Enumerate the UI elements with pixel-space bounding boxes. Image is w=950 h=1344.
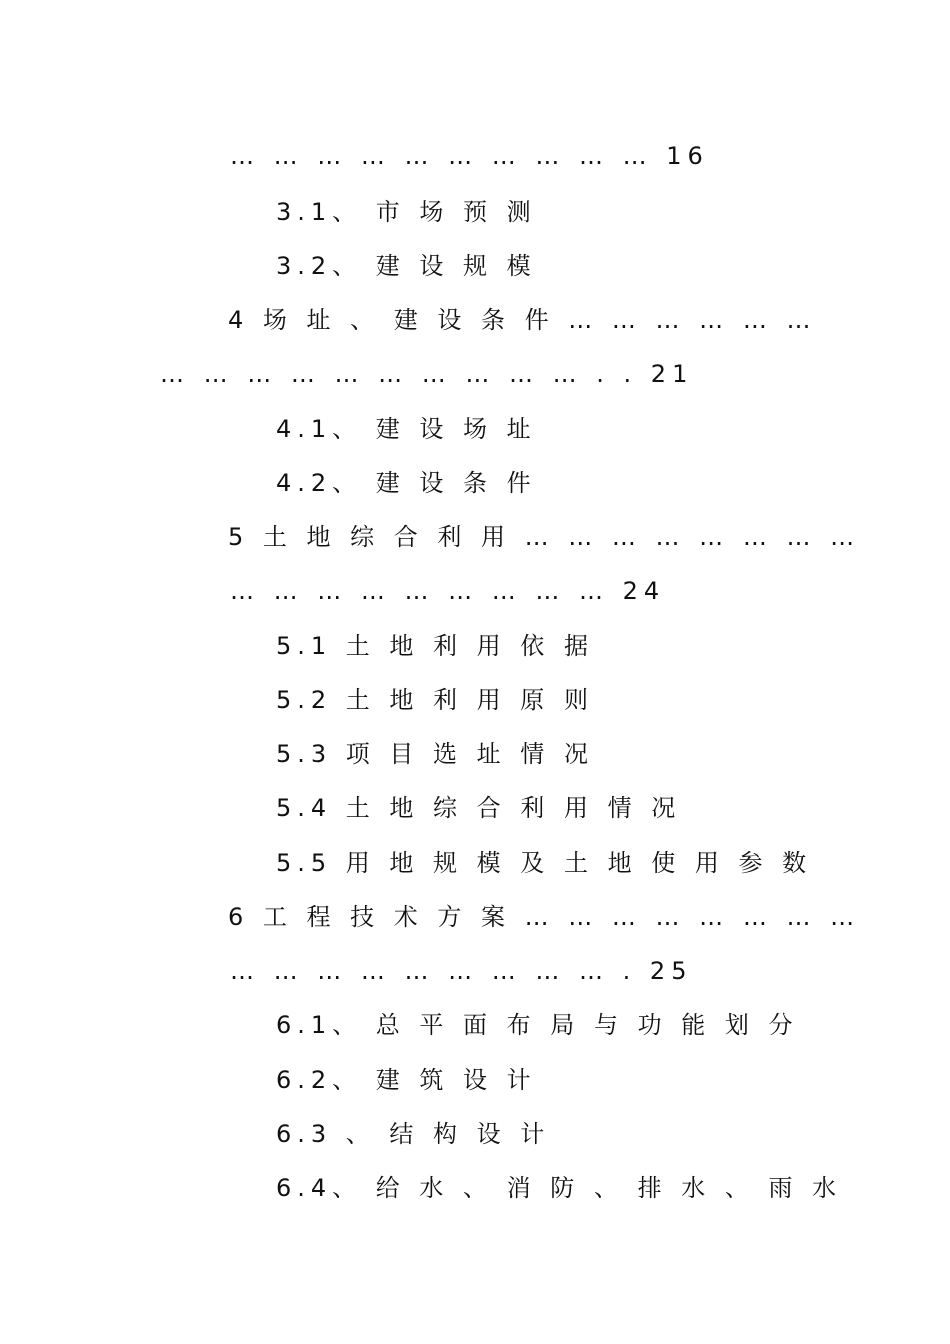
toc-entry-3-2: 3.2、 建 设 规 模 — [276, 252, 537, 280]
toc-chapter-6: 6 工 程 技 术 方 案 … … … … … … … … — [228, 903, 861, 931]
toc-entry-5-4: 5.4 土 地 综 合 利 用 情 况 — [276, 794, 682, 822]
toc-chapter-5: 5 土 地 综 合 利 用 … … … … … … … … — [228, 523, 861, 551]
toc-line-continuation: … … … … … … … … … 24 — [230, 577, 666, 605]
toc-chapter-4: 4 场 址 、 建 设 条 件 … … … … … … — [228, 306, 817, 334]
toc-entry-6-4: 6.4、 给 水 、 消 防 、 排 水 、 雨 水 — [276, 1174, 843, 1202]
toc-entry-6-3: 6.3 、 结 构 设 计 — [276, 1120, 551, 1148]
toc-entry-4-2: 4.2、 建 设 条 件 — [276, 469, 537, 497]
toc-entry-6-1: 6.1、 总 平 面 布 局 与 功 能 划 分 — [276, 1011, 799, 1039]
toc-line-continuation: … … … … … … … … … … . . 21 — [160, 360, 694, 388]
toc-entry-5-1: 5.1 土 地 利 用 依 据 — [276, 632, 594, 660]
toc-entry-5-2: 5.2 土 地 利 用 原 则 — [276, 686, 594, 714]
toc-line-continuation: … … … … … … … … … … 16 — [230, 142, 709, 170]
toc-entry-5-5: 5.5 用 地 规 模 及 土 地 使 用 参 数 — [276, 849, 813, 877]
toc-line-continuation: … … … … … … … … … . 25 — [230, 957, 693, 985]
toc-entry-6-2: 6.2、 建 筑 设 计 — [276, 1066, 537, 1094]
toc-entry-3-1: 3.1、 市 场 预 测 — [276, 198, 537, 226]
toc-entry-5-3: 5.3 项 目 选 址 情 况 — [276, 740, 594, 768]
toc-entry-4-1: 4.1、 建 设 场 址 — [276, 415, 537, 443]
